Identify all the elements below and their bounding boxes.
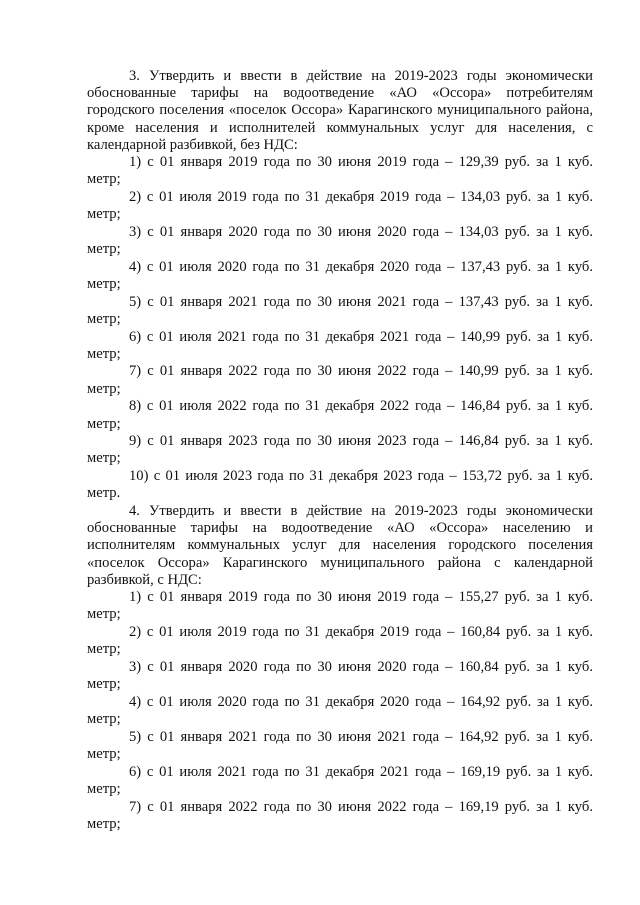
list-item-text: 2) с 01 июля 2019 года по 31 декабря 2019 года – 160,84 руб. за 1 куб. xyxy=(129,624,593,640)
list-item-continuation: метр; xyxy=(87,711,121,728)
list-item xyxy=(87,589,593,623)
section-4-list xyxy=(87,589,593,833)
list-item-text: 3) с 01 января 2020 года по 30 июня 2020 года – 134,03 руб. за 1 куб. xyxy=(129,223,593,240)
list-item-continuation: метр; xyxy=(87,345,121,362)
list-item-text: 6) с 01 июля 2021 года по 31 декабря 2021 года – 169,19 руб. за 1 куб. xyxy=(129,763,593,780)
list-item-text: 6) с 01 июля 2021 года по 31 декабря 2021 года – 140,99 руб. за 1 куб. xyxy=(129,328,593,345)
list-item-continuation: метр; xyxy=(87,171,121,188)
list-item-text: 2) с 01 июля 2019 года по 31 декабря 2019 года – 134,03 руб. за 1 куб. xyxy=(129,188,593,205)
section-3-heading: 3. Утвердить и ввести в действие на 2019-2023 годы экономически обоснованные тарифы на водоотведение «АО «Оссора» потребителям городского поселения «поселок Оссора» Карагинского муниципального района, кроме населения и исполнителей коммунальных услуг для населения, с календарной разбивкой, без НДС: xyxy=(87,68,593,153)
list-item xyxy=(87,694,593,728)
list-item-text: 3) с 01 января 2020 года по 30 июня 2020 года – 160,84 руб. за 1 куб. xyxy=(129,658,593,675)
list-item-continuation: метр; xyxy=(87,745,121,762)
list-item xyxy=(87,329,593,363)
list-item-continuation: метр; xyxy=(87,310,121,327)
list-item xyxy=(87,764,593,798)
list-item xyxy=(87,294,593,328)
list-item-continuation: метр; xyxy=(87,415,121,432)
list-item xyxy=(87,799,593,833)
list-item-text: 1) с 01 января 2019 года по 30 июня 2019 года – 129,39 руб. за 1 куб. xyxy=(129,154,593,171)
list-item-continuation: метр; xyxy=(87,450,121,467)
list-item-continuation: метр; xyxy=(87,780,121,797)
document-page xyxy=(87,68,593,833)
list-item xyxy=(87,433,593,467)
list-item-continuation: метр; xyxy=(87,206,121,223)
list-item xyxy=(87,624,593,658)
list-item-text: 5) с 01 января 2021 года по 30 июня 2021 года – 137,43 руб. за 1 куб. xyxy=(129,293,593,310)
list-item-continuation: метр; xyxy=(87,241,121,258)
list-item-text: 10) с 01 июля 2023 года по 31 декабря 2023 года – 153,72 руб. за 1 куб. xyxy=(129,468,593,485)
list-item-text: 8) с 01 июля 2022 года по 31 декабря 2022 года – 146,84 руб. за 1 куб. xyxy=(129,398,593,415)
list-item-continuation: метр. xyxy=(87,485,121,502)
list-item-continuation: метр; xyxy=(87,606,121,623)
list-item-text: 5) с 01 января 2021 года по 30 июня 2021 года – 164,92 руб. за 1 куб. xyxy=(129,728,593,745)
section-4-heading: 4. Утвердить и ввести в действие на 2019-2023 годы экономически обоснованные тарифы на водоотведение «АО «Оссора» населению и исполнителям коммунальных услуг для населения городского поселения «поселок Оссора» Карагинского муниципального района с календарной разбивкой, с НДС: xyxy=(87,503,593,588)
list-item-continuation: метр; xyxy=(87,676,121,693)
list-item-text: 7) с 01 января 2022 года по 30 июня 2022 года – 140,99 руб. за 1 куб. xyxy=(129,363,593,380)
list-item xyxy=(87,259,593,293)
list-item xyxy=(87,363,593,397)
list-item-text: 4) с 01 июля 2020 года по 31 декабря 2020 года – 164,92 руб. за 1 куб. xyxy=(129,693,593,710)
list-item-text: 4) с 01 июля 2020 года по 31 декабря 2020 года – 137,43 руб. за 1 куб. xyxy=(129,258,593,275)
list-item-text: 7) с 01 января 2022 года по 30 июня 2022 года – 169,19 руб. за 1 куб. xyxy=(129,798,593,815)
list-item-continuation: метр; xyxy=(87,641,121,658)
list-item xyxy=(87,659,593,693)
list-item xyxy=(87,154,593,188)
list-item-text: 1) с 01 января 2019 года по 30 июня 2019 года – 155,27 руб. за 1 куб. xyxy=(129,589,593,606)
list-item xyxy=(87,189,593,223)
list-item xyxy=(87,468,593,502)
list-item-continuation: метр; xyxy=(87,275,121,292)
list-item xyxy=(87,224,593,258)
list-item xyxy=(87,398,593,432)
list-item xyxy=(87,729,593,763)
list-item-continuation: метр; xyxy=(87,380,121,397)
list-item-continuation: метр; xyxy=(87,815,121,832)
section-3-list xyxy=(87,154,593,503)
list-item-text: 9) с 01 января 2023 года по 30 июня 2023 года – 146,84 руб. за 1 куб. xyxy=(129,433,593,450)
